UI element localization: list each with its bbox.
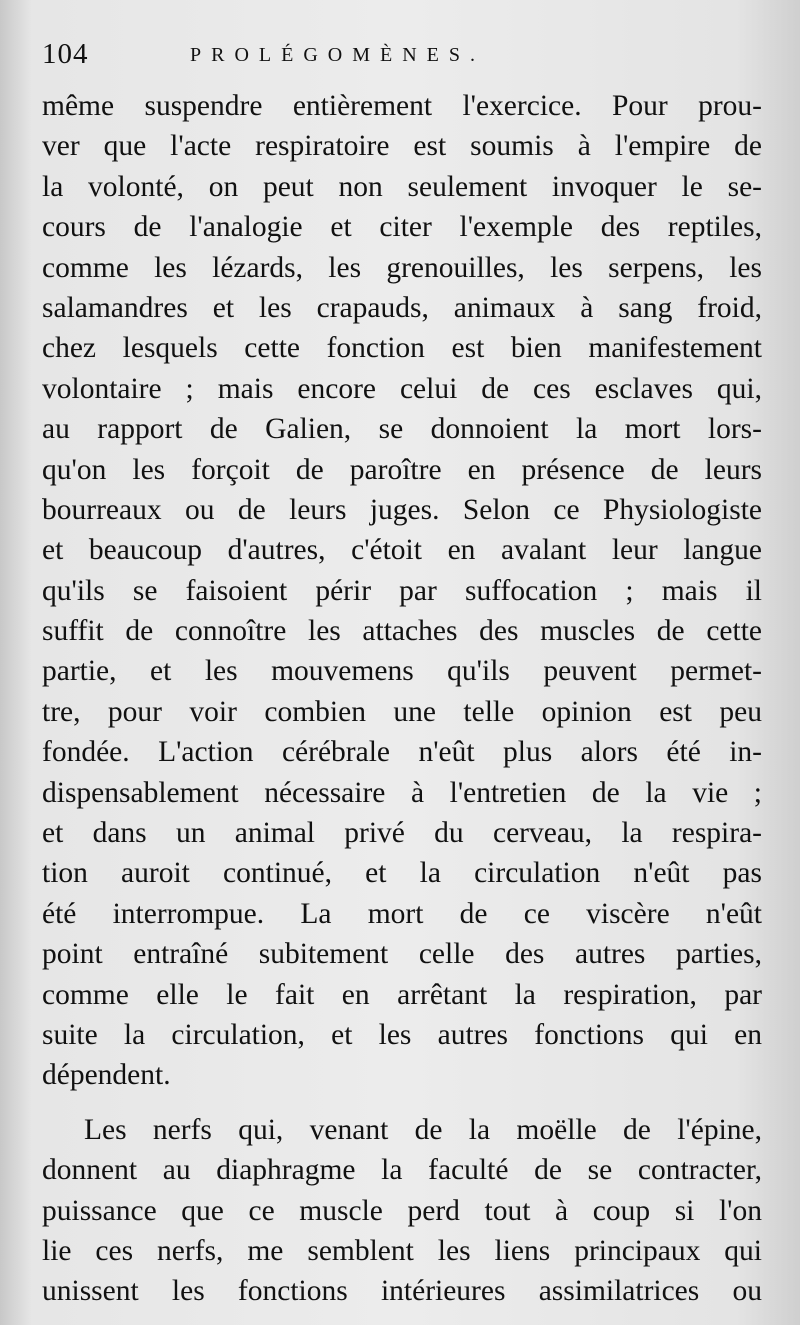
text-line: ver que l'acte respiratoire est soumis à l'empire de xyxy=(42,130,762,163)
text-line: unissent les fonctions intérieures assimilatrices ou xyxy=(42,1275,762,1308)
text-line: fondée. L'action cérébrale n'eût plus alors été in- xyxy=(42,736,762,769)
text-line: tre, pour voir combien une telle opinion est peu xyxy=(42,695,762,728)
text-line: dispensablement nécessaire à l'entretien de la vie ; xyxy=(42,776,762,809)
body-text xyxy=(42,86,762,1312)
text-line: salamandres et les crapauds, animaux à sang froid, xyxy=(42,291,762,324)
text-line: bourreaux ou de leurs juges. Selon ce Physiologiste xyxy=(42,493,762,526)
running-head: PROLÉGOMÈNES. xyxy=(190,44,486,66)
text-line: la volonté, on peut non seulement invoquer le se- xyxy=(42,170,762,203)
text-line: Les nerfs qui, venant de la moëlle de l'épine, xyxy=(84,1113,762,1146)
text-line: partie, et les mouvemens qu'ils peuvent permet- xyxy=(42,655,762,688)
text-line: puissance que ce muscle perd tout à coup si l'on xyxy=(42,1194,762,1227)
text-line: comme les lézards, les grenouilles, les serpens, les xyxy=(42,251,762,284)
page-header xyxy=(42,38,762,78)
paragraph-1 xyxy=(42,86,762,1096)
paragraph-gap xyxy=(42,1096,762,1110)
text-line: et dans un animal privé du cerveau, la respira- xyxy=(42,817,762,850)
page-number: 104 xyxy=(42,38,89,70)
text-line: qu'ils se faisoient périr par suffocation ; mais il xyxy=(42,574,762,607)
text-line: dépendent. xyxy=(42,1059,171,1092)
text-line: au rapport de Galien, se donnoient la mort lors- xyxy=(42,413,762,446)
text-line: point entraîné subitement celle des autres parties, xyxy=(42,938,762,971)
text-line: chez lesquels cette fonction est bien manifestement xyxy=(42,332,762,365)
text-line: tion auroit continué, et la circulation n'eût pas xyxy=(42,857,762,890)
text-line: comme elle le fait en arrêtant la respiration, par xyxy=(42,978,762,1011)
text-line: et beaucoup d'autres, c'étoit en avalant leur langue xyxy=(42,534,762,567)
text-line: suite la circulation, et les autres fonctions qui en xyxy=(42,1018,762,1051)
text-line: même suspendre entièrement l'exercice. Pour prou- xyxy=(42,90,762,122)
paragraph-2 xyxy=(42,1110,762,1312)
text-line: donnent au diaphragme la faculté de se contracter, xyxy=(42,1154,762,1187)
text-line: cours de l'analogie et citer l'exemple des reptiles, xyxy=(42,211,762,244)
text-line: lie ces nerfs, me semblent les liens principaux qui xyxy=(42,1234,762,1267)
text-line: volontaire ; mais encore celui de ces esclaves qui, xyxy=(42,372,762,405)
text-line: été interrompue. La mort de ce viscère n'eût xyxy=(42,897,762,930)
text-line: suffit de connoître les attaches des muscles de cette xyxy=(42,615,762,648)
text-line: qu'on les forçoit de paroître en présence de leurs xyxy=(42,453,762,486)
